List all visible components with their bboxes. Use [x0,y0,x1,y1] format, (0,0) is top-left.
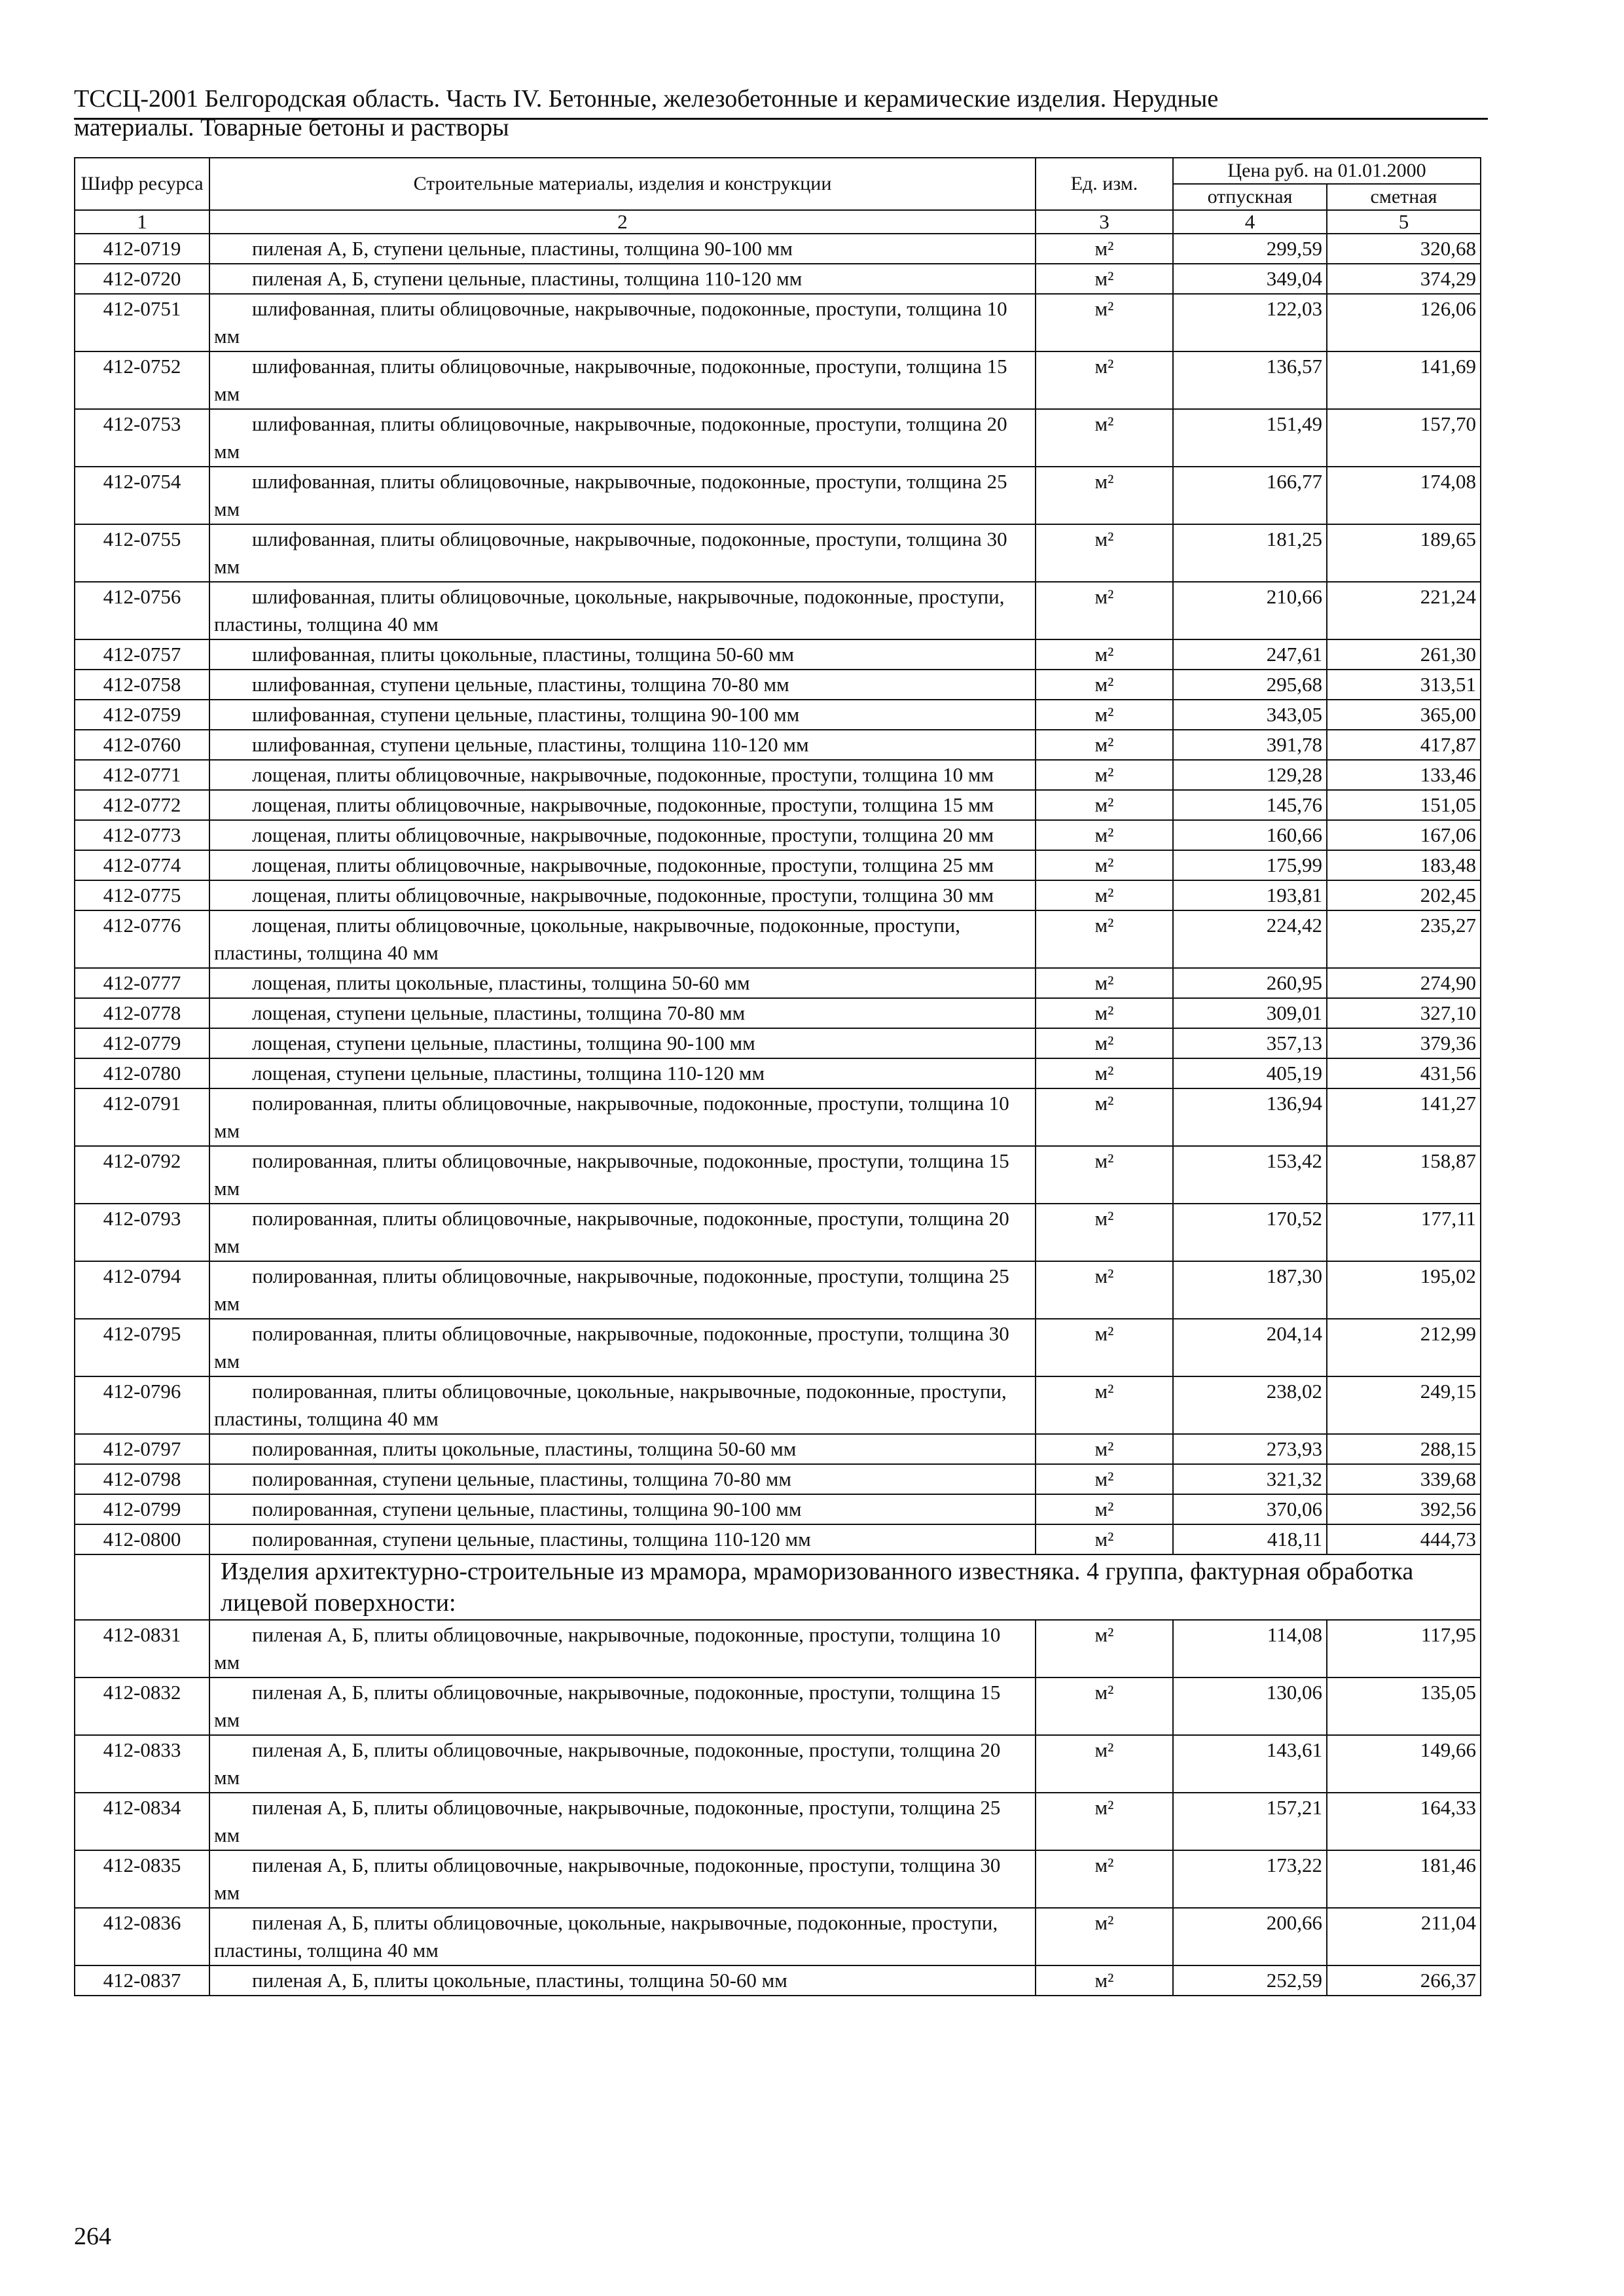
release-price: 187,30 [1173,1261,1327,1319]
resource-description [209,1793,1036,1850]
resource-description [209,1524,1036,1554]
unit-of-measure: м² [1036,1793,1173,1850]
resource-description [209,524,1036,582]
estimate-price: 151,05 [1327,790,1481,820]
resource-description [209,850,1036,880]
estimate-price: 189,65 [1327,524,1481,582]
estimate-price: 320,68 [1327,234,1481,264]
unit-of-measure: м² [1036,700,1173,730]
resource-code: 412-0832 [75,1677,209,1735]
table-row [75,998,1481,1028]
estimate-price: 177,11 [1327,1204,1481,1261]
table-row [75,1620,1481,1677]
table-row [75,820,1481,850]
page-number: 264 [74,2223,111,2250]
estimate-price: 417,87 [1327,730,1481,760]
estimate-price: 167,06 [1327,820,1481,850]
table-row [75,1677,1481,1735]
unit-of-measure: м² [1036,1058,1173,1088]
resource-description-text: пиленая А, Б, ступени цельные, пластины, толщина 90-100 мм [252,237,793,260]
table-row [75,850,1481,880]
release-price: 357,13 [1173,1028,1327,1058]
resource-code: 412-0795 [75,1319,209,1376]
resource-code: 412-0771 [75,760,209,790]
table-row [75,639,1481,670]
resource-code: 412-0792 [75,1146,209,1204]
resource-description [209,968,1036,998]
resource-description [209,1494,1036,1524]
estimate-price: 126,06 [1327,294,1481,351]
unit-of-measure: м² [1036,1146,1173,1204]
estimate-price: 181,46 [1327,1850,1481,1908]
resource-description-text: пиленая А, Б, плиты цокольные, пластины, толщина 50-60 мм [252,1969,787,1992]
release-price: 143,61 [1173,1735,1327,1793]
table-row [75,880,1481,910]
estimate-price: 135,05 [1327,1677,1481,1735]
release-price: 224,42 [1173,910,1327,968]
section-heading-row [75,1554,1481,1620]
resource-code: 412-0837 [75,1965,209,1996]
table-row [75,1058,1481,1088]
section-heading-spacer [75,1554,209,1620]
unit-of-measure: м² [1036,910,1173,968]
release-price: 114,08 [1173,1620,1327,1677]
release-price: 170,52 [1173,1204,1327,1261]
resource-description-text: шлифованная, плиты облицовочные, накрывочные, подоконные, проступи, толщина 15 мм [214,355,1007,405]
resource-code: 412-0835 [75,1850,209,1908]
resource-description [209,1058,1036,1088]
column-header-release-price: отпускная [1173,184,1327,210]
price-table-body-marble-group-4 [75,1620,1481,1996]
estimate-price: 202,45 [1327,880,1481,910]
resource-description [209,294,1036,351]
estimate-price: 249,15 [1327,1376,1481,1434]
estimate-price: 266,37 [1327,1965,1481,1996]
resource-code: 412-0774 [75,850,209,880]
resource-code: 412-0779 [75,1028,209,1058]
unit-of-measure: м² [1036,524,1173,582]
release-price: 418,11 [1173,1524,1327,1554]
column-number: 2 [209,210,1036,234]
unit-of-measure: м² [1036,1088,1173,1146]
estimate-price: 149,66 [1327,1735,1481,1793]
unit-of-measure: м² [1036,1735,1173,1793]
resource-description [209,351,1036,409]
table-row [75,1319,1481,1376]
resource-code: 412-0752 [75,351,209,409]
table-row [75,1088,1481,1146]
resource-description-text: шлифованная, плиты цокольные, пластины, толщина 50-60 мм [252,643,795,666]
resource-description [209,1965,1036,1996]
column-number: 5 [1327,210,1481,234]
resource-description [209,1204,1036,1261]
resource-description-text: полированная, ступени цельные, пластины, толщина 110-120 мм [252,1528,811,1551]
unit-of-measure: м² [1036,582,1173,639]
estimate-price: 444,73 [1327,1524,1481,1554]
resource-description [209,639,1036,670]
table-row [75,1965,1481,1996]
document-title-line-2: материалы. Товарные бетоны и растворы [74,114,509,141]
release-price: 166,77 [1173,467,1327,524]
unit-of-measure: м² [1036,730,1173,760]
release-price: 173,22 [1173,1850,1327,1908]
resource-code: 412-0831 [75,1620,209,1677]
table-row [75,1908,1481,1965]
table-row [75,1261,1481,1319]
estimate-price: 157,70 [1327,409,1481,467]
estimate-price: 195,02 [1327,1261,1481,1319]
resource-description-text: лощеная, ступени цельные, пластины, толщина 110-120 мм [252,1062,765,1085]
resource-code: 412-0751 [75,294,209,351]
resource-description-text: полированная, плиты облицовочные, накрывочные, подоконные, проступи, толщина 20 мм [214,1207,1009,1257]
estimate-price: 431,56 [1327,1058,1481,1088]
price-table-header [75,158,1481,234]
resource-code: 412-0800 [75,1524,209,1554]
estimate-price: 212,99 [1327,1319,1481,1376]
unit-of-measure: м² [1036,1376,1173,1434]
resource-description-text: пиленая А, Б, плиты облицовочные, накрывочные, подоконные, проступи, толщина 30 мм [214,1854,1001,1904]
release-price: 153,42 [1173,1146,1327,1204]
resource-code: 412-0777 [75,968,209,998]
unit-of-measure: м² [1036,880,1173,910]
release-price: 247,61 [1173,639,1327,670]
resource-code: 412-0755 [75,524,209,582]
release-price: 273,93 [1173,1434,1327,1464]
table-row [75,760,1481,790]
unit-of-measure: м² [1036,760,1173,790]
estimate-price: 141,69 [1327,351,1481,409]
unit-of-measure: м² [1036,850,1173,880]
resource-description-text: пиленая А, Б, ступени цельные, пластины, толщина 110-120 мм [252,267,803,290]
unit-of-measure: м² [1036,234,1173,264]
resource-description [209,1908,1036,1965]
estimate-price: 183,48 [1327,850,1481,880]
release-price: 145,76 [1173,790,1327,820]
table-row [75,582,1481,639]
table-row [75,1524,1481,1554]
resource-description-text: шлифованная, плиты облицовочные, накрывочные, подоконные, проступи, толщина 30 мм [214,528,1007,578]
document-title [74,85,1488,141]
unit-of-measure: м² [1036,1620,1173,1677]
table-row [75,968,1481,998]
resource-description [209,409,1036,467]
resource-description [209,1261,1036,1319]
resource-description-text: шлифованная, ступени цельные, пластины, толщина 70-80 мм [252,673,789,696]
release-price: 181,25 [1173,524,1327,582]
resource-code: 412-0772 [75,790,209,820]
resource-code: 412-0776 [75,910,209,968]
column-header-description: Строительные материалы, изделия и конструкции [209,158,1036,210]
unit-of-measure: м² [1036,1908,1173,1965]
price-table-body-marble-group-3 [75,234,1481,1554]
resource-description [209,910,1036,968]
estimate-price: 274,90 [1327,968,1481,998]
table-row [75,1146,1481,1204]
price-table [74,157,1481,1996]
resource-description-text: полированная, ступени цельные, пластины, толщина 70-80 мм [252,1467,791,1490]
resource-description [209,790,1036,820]
resource-description-text: полированная, плиты облицовочные, цокольные, накрывочные, подоконные, проступи, пластины, толщина 40 мм [214,1380,1007,1430]
unit-of-measure: м² [1036,1965,1173,1996]
resource-description-text: полированная, плиты облицовочные, накрывочные, подоконные, проступи, толщина 30 мм [214,1322,1009,1372]
unit-of-measure: м² [1036,1434,1173,1464]
estimate-price: 141,27 [1327,1088,1481,1146]
resource-description-text: лощеная, плиты облицовочные, накрывочные, подоконные, проступи, толщина 10 мм [252,763,994,786]
release-price: 175,99 [1173,850,1327,880]
table-row [75,1376,1481,1434]
unit-of-measure: м² [1036,1261,1173,1319]
resource-description [209,1319,1036,1376]
unit-of-measure: м² [1036,1464,1173,1494]
unit-of-measure: м² [1036,639,1173,670]
release-price: 309,01 [1173,998,1327,1028]
column-header-code: Шифр ресурса [75,158,209,210]
release-price: 130,06 [1173,1677,1327,1735]
table-row [75,294,1481,351]
unit-of-measure: м² [1036,820,1173,850]
table-row [75,409,1481,467]
unit-of-measure: м² [1036,1524,1173,1554]
table-row [75,1464,1481,1494]
unit-of-measure: м² [1036,294,1173,351]
table-row [75,351,1481,409]
table-row [75,1028,1481,1058]
release-price: 391,78 [1173,730,1327,760]
resource-description [209,264,1036,294]
unit-of-measure: м² [1036,264,1173,294]
resource-description [209,880,1036,910]
unit-of-measure: м² [1036,790,1173,820]
resource-description-text: пиленая А, Б, плиты облицовочные, накрывочные, подоконные, проступи, толщина 25 мм [214,1796,1001,1846]
estimate-price: 164,33 [1327,1793,1481,1850]
estimate-price: 261,30 [1327,639,1481,670]
resource-description [209,1677,1036,1735]
resource-description-text: лощеная, плиты цокольные, пластины, толщина 50-60 мм [252,971,750,994]
column-number: 3 [1036,210,1173,234]
resource-description [209,1028,1036,1058]
resource-description [209,1376,1036,1434]
resource-description-text: лощеная, плиты облицовочные, накрывочные, подоконные, проступи, толщина 15 мм [252,793,994,816]
table-row [75,790,1481,820]
unit-of-measure: м² [1036,1850,1173,1908]
resource-code: 412-0775 [75,880,209,910]
release-price: 136,94 [1173,1088,1327,1146]
resource-code: 412-0833 [75,1735,209,1793]
resource-description [209,582,1036,639]
estimate-price: 235,27 [1327,910,1481,968]
estimate-price: 339,68 [1327,1464,1481,1494]
release-price: 204,14 [1173,1319,1327,1376]
release-price: 129,28 [1173,760,1327,790]
resource-description [209,670,1036,700]
release-price: 210,66 [1173,582,1327,639]
resource-description-text: полированная, плиты облицовочные, накрывочные, подоконные, проступи, толщина 25 мм [214,1265,1009,1315]
resource-code: 412-0757 [75,639,209,670]
resource-description [209,700,1036,730]
column-number: 4 [1173,210,1327,234]
table-row [75,234,1481,264]
resource-description [209,1088,1036,1146]
unit-of-measure: м² [1036,1204,1173,1261]
table-row [75,524,1481,582]
table-row [75,1204,1481,1261]
resource-code: 412-0780 [75,1058,209,1088]
release-price: 136,57 [1173,351,1327,409]
release-price: 349,04 [1173,264,1327,294]
table-row [75,1793,1481,1850]
estimate-price: 221,24 [1327,582,1481,639]
resource-description [209,1146,1036,1204]
release-price: 343,05 [1173,700,1327,730]
release-price: 157,21 [1173,1793,1327,1850]
estimate-price: 133,46 [1327,760,1481,790]
estimate-price: 117,95 [1327,1620,1481,1677]
resource-description-text: полированная, плиты цокольные, пластины, толщина 50-60 мм [252,1437,797,1460]
resource-code: 412-0797 [75,1434,209,1464]
resource-description [209,1464,1036,1494]
resource-code: 412-0834 [75,1793,209,1850]
release-price: 295,68 [1173,670,1327,700]
estimate-price: 288,15 [1327,1434,1481,1464]
resource-code: 412-0719 [75,234,209,264]
resource-description [209,1850,1036,1908]
resource-description-text: полированная, плиты облицовочные, накрывочные, подоконные, проступи, толщина 10 мм [214,1092,1009,1142]
unit-of-measure: м² [1036,1494,1173,1524]
table-row [75,910,1481,968]
table-row [75,670,1481,700]
release-price: 151,49 [1173,409,1327,467]
resource-code: 412-0773 [75,820,209,850]
resource-description-text: лощеная, плиты облицовочные, накрывочные, подоконные, проступи, толщина 30 мм [252,884,994,906]
resource-code: 412-0799 [75,1494,209,1524]
resource-description-text: лощеная, ступени цельные, пластины, толщина 90-100 мм [252,1031,755,1054]
section-heading: Изделия архитектурно-строительные из мрамора, мраморизованного известняка. 4 группа, фактурная обработка лицевой поверхности: [209,1554,1481,1620]
resource-description-text: шлифованная, плиты облицовочные, накрывочные, подоконные, проступи, толщина 20 мм [214,412,1007,463]
resource-code: 412-0756 [75,582,209,639]
unit-of-measure: м² [1036,968,1173,998]
resource-description-text: лощеная, плиты облицовочные, цокольные, накрывочные, подоконные, проступи, пластины, толщина 40 мм [214,914,961,964]
unit-of-measure: м² [1036,998,1173,1028]
column-header-price: Цена руб. на 01.01.2000 [1173,158,1481,184]
resource-code: 412-0798 [75,1464,209,1494]
resource-description [209,730,1036,760]
release-price: 200,66 [1173,1908,1327,1965]
release-price: 193,81 [1173,880,1327,910]
resource-code: 412-0778 [75,998,209,1028]
estimate-price: 313,51 [1327,670,1481,700]
resource-description-text: пиленая А, Б, плиты облицовочные, цокольные, накрывочные, подоконные, проступи, пластины, толщина 40 мм [214,1911,998,1962]
resource-description [209,820,1036,850]
resource-description-text: шлифованная, плиты облицовочные, накрывочные, подоконные, проступи, толщина 10 мм [214,297,1007,348]
header-divider [74,118,1488,120]
unit-of-measure: м² [1036,1319,1173,1376]
table-row [75,700,1481,730]
resource-description [209,760,1036,790]
resource-code: 412-0754 [75,467,209,524]
section-heading-group [75,1554,1481,1620]
release-price: 238,02 [1173,1376,1327,1434]
release-price: 370,06 [1173,1494,1327,1524]
estimate-price: 174,08 [1327,467,1481,524]
release-price: 321,32 [1173,1464,1327,1494]
table-row [75,467,1481,524]
column-number: 1 [75,210,209,234]
resource-description [209,467,1036,524]
resource-code: 412-0796 [75,1376,209,1434]
resource-description [209,234,1036,264]
resource-description-text: пиленая А, Б, плиты облицовочные, накрывочные, подоконные, проступи, толщина 10 мм [214,1623,1001,1674]
column-header-unit: Ед. изм. [1036,158,1173,210]
release-price: 160,66 [1173,820,1327,850]
resource-description-text: лощеная, ступени цельные, пластины, толщина 70-80 мм [252,1001,746,1024]
resource-description [209,1735,1036,1793]
unit-of-measure: м² [1036,467,1173,524]
resource-description-text: полированная, ступени цельные, пластины, толщина 90-100 мм [252,1498,802,1520]
resource-code: 412-0794 [75,1261,209,1319]
unit-of-measure: м² [1036,670,1173,700]
estimate-price: 374,29 [1327,264,1481,294]
release-price: 405,19 [1173,1058,1327,1088]
resource-code: 412-0793 [75,1204,209,1261]
resource-code: 412-0720 [75,264,209,294]
table-row [75,1494,1481,1524]
resource-description-text: полированная, плиты облицовочные, накрывочные, подоконные, проступи, толщина 15 мм [214,1149,1009,1200]
resource-description-text: шлифованная, плиты облицовочные, накрывочные, подоконные, проступи, толщина 25 мм [214,470,1007,520]
resource-code: 412-0753 [75,409,209,467]
estimate-price: 379,36 [1327,1028,1481,1058]
resource-description [209,1620,1036,1677]
estimate-price: 158,87 [1327,1146,1481,1204]
table-row [75,730,1481,760]
estimate-price: 327,10 [1327,998,1481,1028]
release-price: 299,59 [1173,234,1327,264]
release-price: 122,03 [1173,294,1327,351]
release-price: 252,59 [1173,1965,1327,1996]
resource-code: 412-0836 [75,1908,209,1965]
resource-code: 412-0759 [75,700,209,730]
resource-description-text: пиленая А, Б, плиты облицовочные, накрывочные, подоконные, проступи, толщина 15 мм [214,1681,1001,1731]
estimate-price: 365,00 [1327,700,1481,730]
resource-description-text: шлифованная, ступени цельные, пластины, толщина 110-120 мм [252,733,809,756]
column-header-estimate-price: сметная [1327,184,1481,210]
table-row [75,1434,1481,1464]
resource-description-text: лощеная, плиты облицовочные, накрывочные, подоконные, проступи, толщина 25 мм [252,853,994,876]
resource-description [209,998,1036,1028]
table-row [75,264,1481,294]
unit-of-measure: м² [1036,409,1173,467]
release-price: 260,95 [1173,968,1327,998]
estimate-price: 392,56 [1327,1494,1481,1524]
resource-code: 412-0791 [75,1088,209,1146]
unit-of-measure: м² [1036,351,1173,409]
table-row [75,1850,1481,1908]
column-number-row [75,210,1481,234]
document-title-line-1: ТССЦ-2001 Белгородская область. Часть IV. Бетонные, железобетонные и керамические изделия. Нерудные [74,85,1219,113]
resource-description-text: пиленая А, Б, плиты облицовочные, накрывочные, подоконные, проступи, толщина 20 мм [214,1738,1001,1789]
estimate-price: 211,04 [1327,1908,1481,1965]
resource-description-text: шлифованная, плиты облицовочные, цокольные, накрывочные, подоконные, проступи, пластины, толщина 40 мм [214,585,1005,636]
resource-description-text: лощеная, плиты облицовочные, накрывочные, подоконные, проступи, толщина 20 мм [252,823,994,846]
resource-description-text: шлифованная, ступени цельные, пластины, толщина 90-100 мм [252,703,800,726]
resource-code: 412-0760 [75,730,209,760]
resource-description [209,1434,1036,1464]
table-row [75,1735,1481,1793]
unit-of-measure: м² [1036,1677,1173,1735]
resource-code: 412-0758 [75,670,209,700]
unit-of-measure: м² [1036,1028,1173,1058]
